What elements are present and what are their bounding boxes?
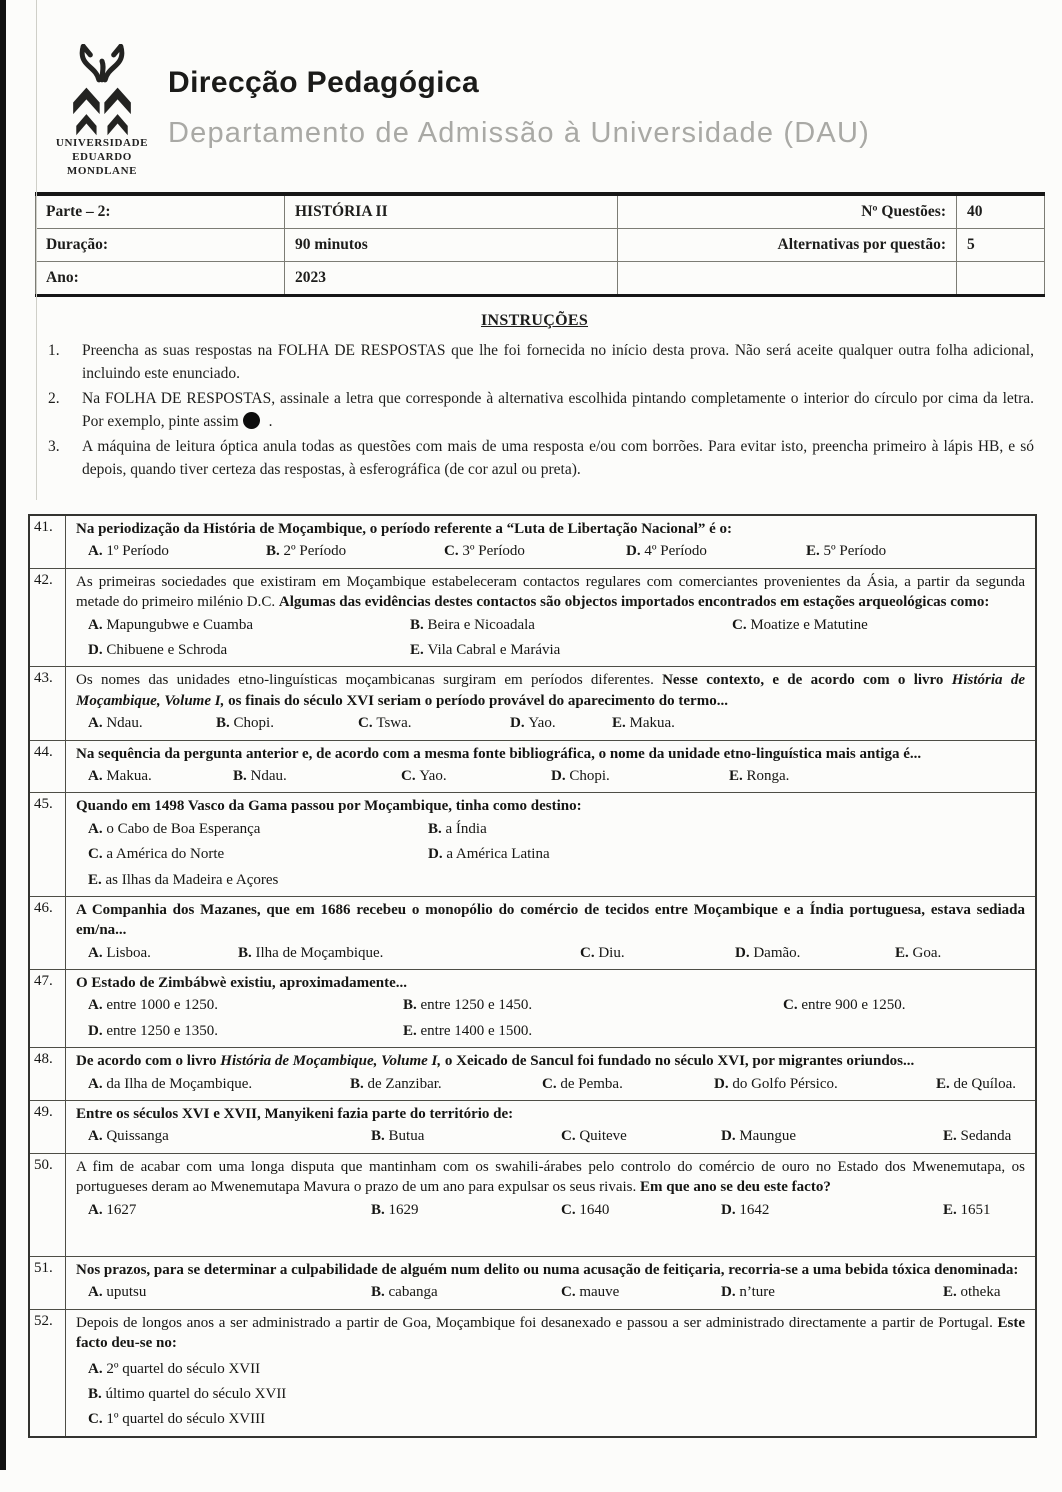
option-A: A. o Cabo de Boa Esperança <box>88 820 261 837</box>
option-C: C. Quiteve <box>561 1128 627 1145</box>
option-E: E. 5º Período <box>806 543 887 560</box>
option-D: D. Damão. <box>735 944 801 961</box>
question-row <box>30 516 1035 569</box>
option-letter: C. <box>358 715 373 732</box>
option-letter: C. <box>561 1284 576 1301</box>
option-letter: D. <box>721 1201 736 1218</box>
question-number: 51. <box>30 1257 66 1309</box>
option-B: B. Chopi. <box>216 715 274 732</box>
stem-segment: Os nomes das unidades etno-linguísticas moçambicanas surgiram em períodos diferentes. <box>76 672 663 689</box>
instruction-number: 3. <box>48 438 60 456</box>
question-stem <box>76 1104 1025 1124</box>
info-cell-empty <box>618 262 957 296</box>
question-body <box>66 667 1035 739</box>
option-letter: A. <box>88 1128 103 1145</box>
option-E: E. entre 1400 e 1500. <box>403 1022 533 1039</box>
option-letter: D. <box>721 1128 736 1145</box>
option-E: E. de Quíloa. <box>936 1075 1016 1092</box>
question-body <box>66 1048 1035 1100</box>
university-name-line3: MONDLANE <box>66 164 138 177</box>
option-letter: E. <box>403 1022 417 1039</box>
question-options <box>76 1200 1025 1250</box>
option-D: D. 1642 <box>721 1201 770 1218</box>
stem-segment: Na periodização da História de Moçambique, o período referente a “Luta de Libertação Nacional” é o: <box>76 521 733 538</box>
option-letter: C. <box>580 944 595 961</box>
question-number: 50. <box>30 1154 66 1256</box>
option-letter: C. <box>542 1075 557 1092</box>
stem-segment: O Estado de Zimbábwè existiu, aproximadamente... <box>76 975 407 992</box>
question-stem <box>76 1260 1025 1280</box>
option-letter: E. <box>729 767 743 784</box>
stem-segment: Algumas das evidências destes contactos são objectos importados encontrados em estações arqueológicas como: <box>278 594 990 611</box>
option-letter: D. <box>551 767 566 784</box>
option-letter: C. <box>401 767 416 784</box>
question-number: 48. <box>30 1048 66 1100</box>
option-B: B. Beira e Nicoadala <box>410 616 535 633</box>
stem-segment: A Companhia dos Mazanes, que em 1686 recebeu o monopólio do comércio de tecidos entre Moçambique e a Índia portuguesa, estava sediada em/na... <box>76 901 1025 939</box>
option-letter: E. <box>936 1075 950 1092</box>
option-letter: D. <box>714 1075 729 1092</box>
option-E: E. 1651 <box>943 1201 991 1218</box>
option-C: C. Tswa. <box>358 715 412 732</box>
option-E: E. Sedanda <box>943 1128 1012 1145</box>
option-letter: C. <box>561 1201 576 1218</box>
stem-segment: Nos prazos, para se determinar a culpabilidade de alguém num delito ou numa acusação de feitiçaria, recorria-se a uma bebida tóxica denominada: <box>76 1262 1019 1278</box>
question-body <box>66 516 1035 568</box>
page-header <box>0 0 1062 178</box>
option-B: B. entre 1250 e 1450. <box>403 997 533 1014</box>
option-letter: D. <box>88 642 103 659</box>
option-letter: B. <box>88 1385 102 1402</box>
option-letter: B. <box>428 820 442 837</box>
info-row <box>36 194 1045 229</box>
stem-segment: Na sequência da pergunta anterior e, de acordo com a mesma fonte bibliográfica, o nome da unidade etno-linguística mais antiga é... <box>76 745 922 762</box>
question-body <box>66 793 1035 896</box>
option-B: B. Ilha de Moçambique. <box>238 944 384 961</box>
question-options <box>76 541 1025 561</box>
option-letter: B. <box>403 997 417 1014</box>
option-letter: B. <box>371 1128 385 1145</box>
question-options <box>76 1282 1025 1302</box>
option-letter: A. <box>88 944 103 961</box>
option-letter: A. <box>88 616 103 633</box>
question-body <box>66 1101 1035 1153</box>
option-E: E. Goa. <box>895 944 942 961</box>
question-body <box>66 1257 1035 1309</box>
option-A: A. 1º Período <box>88 543 169 560</box>
option-letter: B. <box>233 767 247 784</box>
page-title: Direcção Pedagógica <box>168 66 480 99</box>
stem-segment: Quando em 1498 Vasco da Gama passou por Moçambique, tinha como destino: <box>76 798 582 815</box>
option-letter: B. <box>371 1284 385 1301</box>
question-options <box>76 713 1025 733</box>
question-body <box>66 741 1035 793</box>
question-stem <box>76 900 1025 941</box>
stem-segment: História de Moçambique, Volume I, <box>76 672 1025 709</box>
instructions-title: INSTRUÇÕES <box>480 312 589 330</box>
option-A: A. 1627 <box>88 1201 137 1218</box>
info-value-num-questoes: 40 <box>957 194 1045 229</box>
question-number: 44. <box>30 741 66 793</box>
option-D: D. a América Latina <box>428 846 550 863</box>
option-letter: A. <box>88 997 103 1014</box>
option-C: C. entre 900 e 1250. <box>783 997 906 1014</box>
question-options <box>76 1359 1025 1430</box>
option-letter: B. <box>350 1075 364 1092</box>
option-E: E. as Ilhas da Madeira e Açores <box>88 871 279 888</box>
question-number: 43. <box>30 667 66 739</box>
question-row <box>30 1154 1035 1257</box>
fold-line-artifact <box>36 0 37 500</box>
option-A: A. Ndau. <box>88 715 143 732</box>
question-body <box>66 1310 1035 1436</box>
option-A: A. da Ilha de Moçambique. <box>88 1075 253 1092</box>
option-letter: B. <box>238 944 252 961</box>
option-letter: A. <box>88 715 103 732</box>
question-row <box>30 897 1035 970</box>
option-letter: E. <box>943 1128 957 1145</box>
questions-table <box>28 514 1037 1438</box>
option-letter: A. <box>88 543 103 560</box>
question-stem <box>76 670 1025 711</box>
question-stem <box>76 519 1025 539</box>
option-letter: E. <box>895 944 909 961</box>
stem-segment: De acordo com o livro <box>76 1053 221 1070</box>
option-C: C. de Pemba. <box>542 1075 623 1092</box>
question-row <box>30 1101 1035 1154</box>
option-B: B. de Zanzibar. <box>350 1075 442 1092</box>
stem-segment: História de Moçambique, Volume I, <box>220 1053 442 1070</box>
option-E: E. Vila Cabral e Marávia <box>410 642 561 659</box>
question-row <box>30 667 1035 740</box>
option-B: B. Ndau. <box>233 767 287 784</box>
stem-segment: Este facto deu-se no: <box>76 1314 1025 1352</box>
question-stem <box>76 973 1025 993</box>
question-stem <box>76 796 1025 816</box>
info-label-duracao: Duração: <box>36 229 285 262</box>
option-letter: B. <box>410 616 424 633</box>
option-letter: B. <box>216 715 230 732</box>
option-letter: A. <box>88 767 103 784</box>
university-name <box>46 137 158 178</box>
option-C: C. 3º Período <box>444 543 525 560</box>
info-row <box>36 262 1045 296</box>
question-number: 47. <box>30 970 66 1047</box>
instruction-item-1 <box>35 340 1034 385</box>
option-D: D. entre 1250 e 1350. <box>88 1022 218 1039</box>
question-number: 45. <box>30 793 66 896</box>
option-letter: B. <box>266 543 280 560</box>
option-C: C. a América do Norte <box>88 846 225 863</box>
info-value-ano: 2023 <box>285 262 618 296</box>
stem-segment: os finais do século XVI seriam o período provável do aparecimento do termo... <box>224 692 728 709</box>
question-stem <box>76 1313 1025 1354</box>
option-D: D. Chopi. <box>551 767 610 784</box>
question-body <box>66 897 1035 969</box>
question-number: 41. <box>30 516 66 568</box>
stem-segment: Nesse contexto, e de acordo com o livro <box>662 672 952 689</box>
info-label-parte: Parte – 2: <box>36 194 285 229</box>
instruction-item-3 <box>35 436 1034 481</box>
instruction-text <box>82 388 1034 433</box>
question-options <box>76 766 1025 786</box>
instruction-number: 2. <box>48 390 60 408</box>
stem-segment: Depois de longos anos a ser administrado a partir de Goa, Moçambique foi desanexado e passou a ser administrado directamente a partir de Portugal. <box>76 1314 998 1331</box>
option-letter: E. <box>88 871 102 888</box>
option-B: B. cabanga <box>371 1284 438 1301</box>
header-titles <box>168 44 870 150</box>
instruction-text-after: . <box>264 412 273 430</box>
option-C: C. Yao. <box>401 767 447 784</box>
instruction-text: Preencha as suas respostas na FOLHA DE RESPOSTAS que lhe foi fornecida no início desta prova. Não será aceite qualquer outra folha adicional, incluindo este enunciado. <box>82 342 1034 382</box>
option-A: A. Makua. <box>88 767 152 784</box>
option-letter: D. <box>735 944 750 961</box>
option-letter: C. <box>88 1411 103 1428</box>
option-D: D. n’ture <box>721 1284 775 1301</box>
question-row <box>30 741 1035 794</box>
question-row <box>30 1048 1035 1101</box>
question-body <box>66 569 1035 667</box>
exam-info-table <box>35 192 1045 297</box>
question-options <box>76 615 1025 661</box>
question-body <box>66 970 1035 1047</box>
info-value-disciplina: HISTÓRIA II <box>285 194 618 229</box>
option-A: A. entre 1000 e 1250. <box>88 997 218 1014</box>
question-row <box>30 793 1035 897</box>
option-letter: A. <box>88 1284 103 1301</box>
option-A: A. 2º quartel do século XVII <box>88 1360 261 1377</box>
option-A: A. Mapungubwe e Cuamba <box>88 616 253 633</box>
option-B: B. 1629 <box>371 1201 419 1218</box>
info-label-ano: Ano: <box>36 262 285 296</box>
info-label-alternativas: Alternativas por questão: <box>618 229 957 262</box>
stem-segment: o Xeicado de Sancul foi fundado no século XVI, por migrantes oriundos... <box>441 1053 915 1070</box>
stem-segment: A fim de acabar com uma longa disputa que mantinham com os swahili-árabes pelo controlo do comércio de ouro no Estado dos Mwenemutapa, os portugueses deram ao Mwenemutapa Mavura o prazo de um ano para expulsar os seus rivais. <box>76 1158 1025 1196</box>
option-letter: A. <box>88 1075 103 1092</box>
question-number: 42. <box>30 569 66 667</box>
option-letter: D. <box>428 846 443 863</box>
option-C: C. Moatize e Matutine <box>732 616 868 633</box>
option-letter: D. <box>626 543 641 560</box>
info-value-alternativas: 5 <box>957 229 1045 262</box>
option-E: E. Ronga. <box>729 767 790 784</box>
stem-segment: Em que ano se deu este facto? <box>640 1179 831 1196</box>
option-letter: E. <box>612 715 626 732</box>
question-stem <box>76 744 1025 764</box>
info-cell-empty <box>957 262 1045 296</box>
instruction-number: 1. <box>48 342 60 360</box>
option-letter: E. <box>806 543 820 560</box>
option-letter: C. <box>732 616 747 633</box>
question-stem <box>76 1157 1025 1198</box>
option-E: E. otheka <box>943 1284 1001 1301</box>
page-subtitle: Departamento de Admissão à Universidade (DAU) <box>168 117 870 149</box>
instruction-item-2 <box>35 388 1034 433</box>
stem-segment: Entre os séculos XVI e XVII, Manyikeni fazia parte do território de: <box>76 1106 514 1123</box>
option-letter: A. <box>88 1201 103 1218</box>
option-D: D. Yao. <box>510 715 556 732</box>
option-E: E. Makua. <box>612 715 675 732</box>
instruction-text: A máquina de leitura óptica anula todas as questões com mais de uma resposta e/ou com borrões. Para evitar isto, preencha primeiro à lápis HB, e só depois, quando tiver certeza das respostas, à esferográfica (de cor azul ou preta). <box>82 438 1034 478</box>
option-letter: B. <box>371 1201 385 1218</box>
question-stem <box>76 1051 1025 1071</box>
question-row <box>30 1257 1035 1310</box>
uem-logo-icon <box>62 44 142 136</box>
option-letter: A. <box>88 1360 103 1377</box>
university-name-line1: UNIVERSIDADE <box>55 137 149 149</box>
instructions-section <box>35 312 1034 481</box>
question-number: 46. <box>30 897 66 969</box>
question-row <box>30 970 1035 1048</box>
option-D: D. Chibuene e Schroda <box>88 642 228 659</box>
option-letter: E. <box>943 1201 957 1218</box>
question-options <box>76 995 1025 1041</box>
option-B: B. 2º Período <box>266 543 347 560</box>
option-letter: A. <box>88 820 103 837</box>
question-options <box>76 943 1025 963</box>
stem-segment: As primeiras sociedades que existiram em Moçambique estabeleceram contactos regulares com comerciantes provenientes da Ásia, a partir da segunda metade do primeiro milénio D.C. <box>76 573 1025 611</box>
instruction-text-before: Na FOLHA DE RESPOSTAS, assinale a letra que corresponde à alternativa escolhida pintando completamente o interior do círculo por cima da letra. Por exemplo, pinte assim <box>82 390 1034 430</box>
option-A: A. uputsu <box>88 1284 147 1301</box>
question-options <box>76 1126 1025 1146</box>
option-letter: D. <box>510 715 525 732</box>
option-D: D. do Golfo Pérsico. <box>714 1075 838 1092</box>
question-stem <box>76 572 1025 613</box>
question-row <box>30 1310 1035 1436</box>
option-D: D. 4º Período <box>626 543 707 560</box>
info-row <box>36 229 1045 262</box>
option-letter: C. <box>561 1128 576 1145</box>
option-B: B. a Índia <box>428 820 487 837</box>
question-number: 49. <box>30 1101 66 1153</box>
option-D: D. Maungue <box>721 1128 796 1145</box>
option-C: C. 1640 <box>561 1201 610 1218</box>
option-letter: C. <box>444 543 459 560</box>
option-B: B. Butua <box>371 1128 425 1145</box>
option-letter: C. <box>783 997 798 1014</box>
university-name-line2: EDUARDO <box>72 150 132 163</box>
info-value-duracao: 90 minutos <box>285 229 618 262</box>
option-letter: C. <box>88 846 103 863</box>
info-label-num-questoes: Nº Questões: <box>618 194 957 229</box>
scan-edge-artifact <box>0 0 6 1470</box>
option-letter: D. <box>721 1284 736 1301</box>
question-row <box>30 569 1035 668</box>
option-A: A. Quissanga <box>88 1128 169 1145</box>
filled-circle-example-icon <box>243 412 260 429</box>
option-letter: E. <box>410 642 424 659</box>
option-B: B. último quartel do século XVII <box>88 1385 287 1402</box>
question-options <box>76 819 1025 890</box>
university-logo-block <box>46 44 158 178</box>
option-C: C. mauve <box>561 1284 620 1301</box>
option-letter: D. <box>88 1022 103 1039</box>
option-C: C. Diu. <box>580 944 625 961</box>
option-letter: E. <box>943 1284 957 1301</box>
question-body <box>66 1154 1035 1256</box>
question-number: 52. <box>30 1310 66 1436</box>
option-A: A. Lisboa. <box>88 944 151 961</box>
question-options <box>76 1074 1025 1094</box>
option-C: C. 1º quartel do século XVIII <box>88 1411 266 1428</box>
